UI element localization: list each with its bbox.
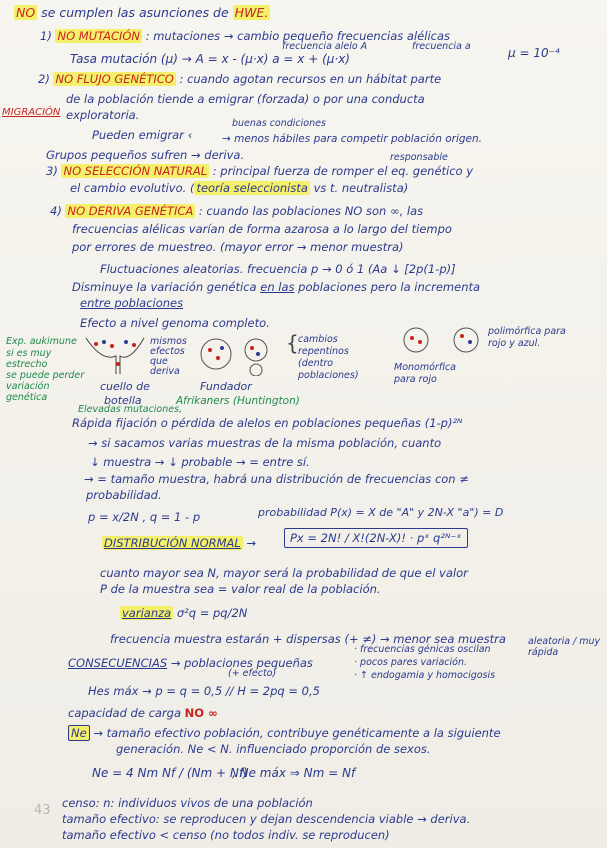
block3-c3: · ↑ endogamia y homocigosis — [354, 670, 496, 681]
section-2-menos-text: menos hábiles para competir población origen. — [234, 133, 482, 145]
section-3-title — [46, 164, 473, 178]
consecuencias-a: → poblaciones pequeñas — [170, 656, 313, 670]
section-2-title — [38, 72, 441, 86]
section-1-note-a: frecuencia alelo A — [282, 41, 368, 52]
block3-cons-b: (+ efecto) — [228, 668, 277, 679]
diagram-poli-1: rojo y azul. — [488, 338, 541, 349]
diagram-left-note-2: se puede perder — [6, 370, 85, 381]
brace-icon: { — [286, 331, 299, 355]
block3-varianza — [120, 606, 247, 620]
block3-line2: P de la muestra sea = valor real de la población. — [100, 582, 381, 596]
diagram-mismos-2: que — [150, 356, 168, 367]
section-3-line2 — [70, 181, 408, 195]
diagram-mismos-1: efectos — [150, 346, 185, 357]
diagram-cuello-1: botella — [104, 394, 142, 407]
section-4-num: 4) — [50, 204, 62, 218]
diagram-cambios-3: poblaciones) — [298, 370, 359, 381]
section-4-l5b: en las — [260, 280, 295, 294]
varianza-eq: σ²q = pq/2N — [176, 606, 248, 620]
heading — [14, 6, 270, 20]
diagram-mono-1: para rojo — [394, 374, 437, 385]
block3-line3: frecuencia muestra estarán + dispersas (+ ≠) → menor sea muestra — [110, 632, 506, 646]
block2-line2: Rápida fijación o pérdida de alelos en poblaciones pequeñas (1-p)²ᴺ — [72, 416, 463, 430]
section-1-tasa: Tasa mutación (μ) → A = x - (μ·x) a = x + (μ·x) — [70, 52, 350, 66]
section-4-title — [50, 204, 423, 218]
diagram-cuello-0: cuello de — [100, 380, 150, 393]
block3-c2: · pocos pares variación. — [354, 657, 467, 668]
heading-text: se cumplen las asunciones de — [41, 5, 229, 20]
founder-diagram — [198, 336, 288, 376]
formula-px: Px = 2N! / X!(2N-X)! · pˣ q²ᴺ⁻ˣ — [284, 528, 468, 548]
capacidad-label: capacidad de carga — [68, 706, 182, 720]
section-4-desc: : cuando las poblaciones NO son ∞, las — [198, 204, 424, 218]
diagram-poli-0: polimórfica para — [488, 326, 566, 337]
section-4-line3: por errores de muestreo. (mayor error → menor muestra) — [72, 240, 404, 254]
section-4-line7: Efecto a nivel genoma completo. — [80, 316, 270, 330]
section-2-num: 2) — [38, 72, 50, 86]
diagram-cambios-2: (dentro — [298, 358, 334, 369]
block3-cap — [68, 706, 218, 720]
section-2-label: NO FLUJO GENÉTICO — [55, 72, 174, 86]
block3-c1: · frecuencias génicas oscilan — [354, 644, 491, 655]
section-3-desc: : principal fuerza de romper el eq. genético y — [212, 164, 474, 178]
varianza-label: varianza — [122, 606, 172, 620]
section-4-l5a: Disminuye la variación genética — [72, 280, 257, 294]
section-4-line4: Fluctuaciones aleatorias. frecuencia p → 0 ó 1 (Aa ↓ [2p(1-p)] — [100, 262, 456, 276]
ne-censo: censo: n: individuos vivos de una población — [62, 796, 313, 810]
section-3-teoria: teoría seleccionista — [196, 181, 308, 195]
diagram-mono-0: Monomórfica — [394, 362, 456, 373]
section-4-line6: entre poblaciones — [80, 296, 184, 310]
diagram-cambios-1: repentinos — [298, 346, 349, 357]
ne-line4: tamaño efectivo < censo (no todos indiv. se reproducen) — [62, 828, 390, 842]
section-3-note: responsable — [390, 152, 448, 163]
heading-no: NO — [16, 5, 36, 20]
section-2-line2: de la población tiende a emigrar (forzada) o por una conducta — [66, 92, 425, 106]
section-4-line2: frecuencias alélicas varían de forma azarosa a lo largo del tiempo — [72, 222, 452, 236]
block2-elevadas: Elevadas mutaciones, — [78, 404, 183, 415]
section-2-line4: Pueden emigrar ‹ — [92, 128, 193, 142]
ne-label: Ne — [68, 725, 90, 741]
block3-line1: cuanto mayor sea N, mayor será la probabilidad de que el valor — [100, 566, 468, 580]
section-2-menos: → menos hábiles para competir población origen. — [222, 133, 482, 145]
section-4-line5 — [72, 280, 480, 294]
block3-hes: Hes máx → p = q = 0,5 // H = 2pq = 0,5 — [88, 684, 320, 698]
formula-dist: DISTRIBUCIÓN NORMAL → — [104, 536, 257, 550]
section-2-line5: Grupos pequeños sufren → deriva. — [46, 148, 245, 162]
section-4-label: NO DERIVA GENÉTICA — [67, 204, 194, 218]
capacidad-no: NO ∞ — [184, 706, 218, 720]
diagram-exp: Exp. aukimune — [6, 336, 77, 347]
section-2-buenas: buenas condiciones — [232, 118, 326, 129]
diagram-left-note-3: variación — [6, 381, 50, 392]
section-4-l5c: poblaciones pero la incrementa — [298, 280, 481, 294]
section-1-label: NO MUTACIÓN — [57, 29, 141, 43]
section-3-l2c: vs t. neutralista) — [313, 181, 409, 195]
block2-line5: → = tamaño muestra, habrá una distribución de frecuencias con ≠ — [84, 472, 469, 486]
block2-line3: → si sacamos varias muestras de la misma población, cuanto — [88, 436, 442, 450]
diagram-mismos-0: mismos — [150, 336, 187, 347]
consecuencias-label: CONSECUENCIAS — [68, 656, 168, 670]
diagram-fundador-1: Afrikaners (Huntington) — [176, 395, 300, 407]
heading-hwe: HWE. — [234, 5, 269, 20]
diagram-fundador-0: Fundador — [200, 380, 252, 393]
section-2-line3: exploratoria. — [66, 108, 140, 122]
ne-line2: generación. Ne < N. influenciado proporción de sexos. — [116, 742, 431, 756]
ne-line3: tamaño efectivo: se reproducen y dejan descendencia viable → deriva. — [62, 812, 471, 826]
block3-c1b: aleatoria / muy rápida — [528, 636, 601, 658]
ne-eq2: , Ne máx ⇒ Nm = Nf — [232, 766, 356, 780]
block2-line6: probabilidad. — [86, 488, 162, 502]
section-3-num: 3) — [46, 164, 58, 178]
diagram-cambios-0: cambios — [298, 334, 338, 345]
page-number: 43 — [34, 803, 51, 818]
formula-dist-label: DISTRIBUCIÓN NORMAL — [104, 536, 241, 550]
section-1-num: 1) — [40, 29, 52, 43]
section-1-title — [40, 29, 450, 43]
section-3-l2a: el cambio evolutivo. ( — [70, 181, 195, 195]
formula-prob: probabilidad P(x) = X de "A" y 2N-X "a") = D — [258, 506, 504, 519]
diagram-mismos-3: deriva — [150, 366, 180, 377]
diagram-left-note-1: estrecho — [6, 359, 48, 370]
ne-eq: Ne = 4 Nm Nf / (Nm + Nf) — [92, 766, 248, 780]
migracion-label: MIGRACIÓN — [2, 107, 61, 118]
ne-line1 — [68, 726, 501, 740]
formula-p: p = x/2N , q = 1 - p — [88, 510, 201, 524]
section-3-label: NO SELECCIÓN NATURAL — [63, 164, 208, 178]
section-1-note-b: frecuencia a — [412, 41, 471, 52]
section-1-desc: : mutaciones → cambio pequeño frecuencias alélicas — [145, 29, 451, 43]
section-2-desc: : cuando agotan recursos en un hábitat parte — [179, 72, 442, 86]
section-1-mu: μ = 10⁻⁴ — [508, 46, 560, 60]
diagram-left-note-0: si es muy — [6, 348, 52, 359]
diagram-left-note-4: genética — [6, 392, 48, 403]
mono-poly-diagram — [398, 326, 488, 356]
section-2-emigrar: Pueden emigrar — [92, 128, 184, 142]
ne-desc: → tamaño efectivo población, contribuye genéticamente a la siguiente — [93, 726, 501, 740]
block2-line4: ↓ muestra → ↓ probable → = entre sí. — [90, 455, 310, 469]
